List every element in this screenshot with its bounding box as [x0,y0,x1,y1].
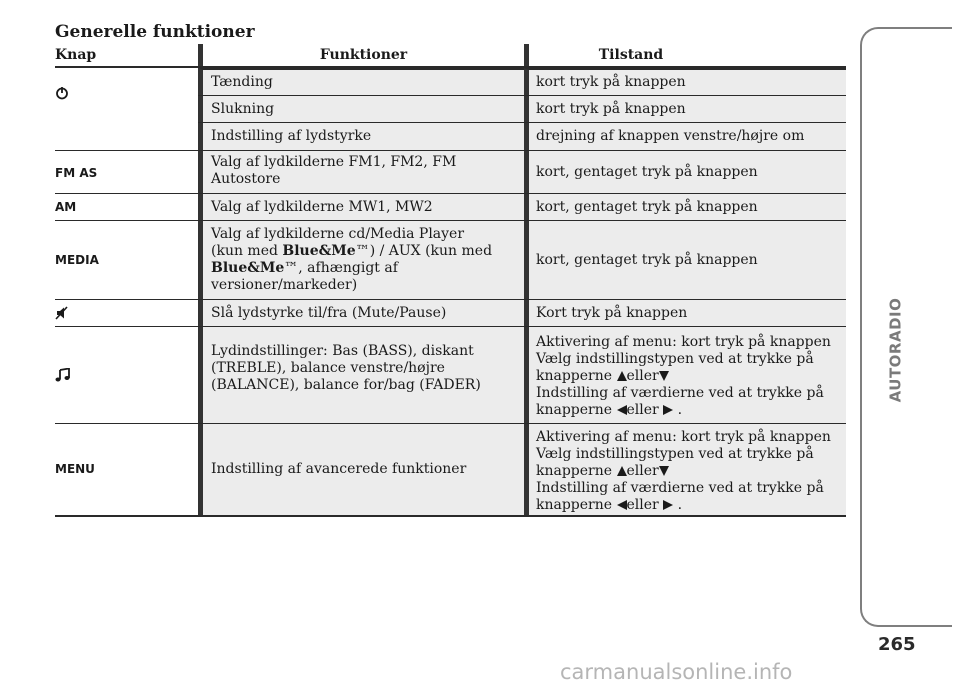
table-row-menu [55,424,846,517]
button-label-media: MEDIA [55,252,99,267]
mode-cell: kort, gentaget tryk på knappen [524,221,846,299]
function-cell: Tænding [198,68,524,95]
down-arrow-icon [659,466,669,476]
page-number: 265 [878,634,916,655]
mode-line: Vælg indstillingstypen ved at trykke på [536,446,814,462]
table-header-row [55,44,846,68]
right-arrow-icon [663,405,673,415]
up-arrow-icon [617,466,627,476]
mode-line: knapperne eller . [536,402,683,418]
button-label-fmas: FM AS [55,166,98,180]
mode-line: Aktivering af menu: kort tryk på knappen [536,334,831,350]
left-arrow-icon [617,405,627,415]
mode-line: knapperne eller [536,368,839,385]
function-cell: Indstilling af avancerede funktioner [198,424,524,515]
mute-button-cell [55,300,198,326]
mute-icon [55,306,68,320]
function-cell: Valg af lydkilderne FM1, FM2, FM Autostore [198,151,524,193]
table-row [198,123,846,150]
header-funktioner: Funktioner [198,44,524,66]
function-cell: Lydindstillinger: Bas (BASS), diskant (TREBLE), balance venstre/højre (BALANCE), balance for/bag (FADER) [198,327,524,423]
table-row-media [55,221,846,300]
mode-cell: Kort tryk på knappen [524,300,846,326]
table-row-fmas [55,151,846,194]
mode-cell [524,424,846,515]
mode-line: Vælg indstillingstypen ved at trykke på [536,351,814,367]
media-function-part-c: ™, afhængigt af versioner/markeder) [211,260,398,293]
header-knap: Knap [55,46,97,63]
mode-cell: kort, gentaget tryk på knappen [524,151,846,193]
power-button-cell [55,68,198,150]
mode-line: knapperne eller . [536,497,683,513]
audio-button-cell [55,327,198,423]
button-label-am: AM [55,199,77,214]
function-cell: Slå lydstyrke til/fra (Mute/Pause) [198,300,524,326]
table-row-mute [55,300,846,327]
mode-line: Indstilling af værdierne ved at trykke på [536,385,824,401]
media-brand-1: Blue&Me [282,243,356,259]
function-cell: Indstilling af lydstyrke [198,123,524,150]
media-brand-2: Blue&Me [211,260,285,276]
watermark: carmanualsonline.info [560,660,793,684]
table-row-am [55,194,846,221]
table-row-audio [55,327,846,424]
mode-cell: kort, gentaget tryk på knappen [524,194,846,220]
mode-line: Indstilling af værdierne ved at trykke på [536,480,824,496]
mode-line: Aktivering af menu: kort tryk på knappen [536,429,831,445]
power-group [55,68,846,151]
table-row [198,96,846,123]
function-cell: Valg af lydkilderne MW1, MW2 [198,194,524,220]
mode-cell: kort tryk på knappen [524,68,846,95]
function-cell [198,221,524,299]
music-note-icon [55,368,71,382]
media-function-part-a: Valg af lydkilderne cd/Media Player (kun med [211,226,465,259]
media-function-part-b: ™) / AUX (kun med [355,243,493,259]
up-arrow-icon [617,371,627,381]
table-row [198,68,846,96]
down-arrow-icon [659,371,669,381]
power-icon [55,86,69,100]
functions-table [55,44,846,517]
mode-cell: drejning af knappen venstre/højre om [524,123,846,150]
button-label-menu: MENU [55,462,95,476]
mode-cell [524,327,846,423]
chapter-label: AUTORADIO [886,297,905,403]
right-arrow-icon [663,500,673,510]
left-arrow-icon [617,500,627,510]
function-cell: Slukning [198,96,524,122]
mode-line: knapperne eller [536,463,839,480]
header-tilstand: Tilstand [524,44,846,66]
section-title: Generelle funktioner [55,22,255,42]
mode-cell: kort tryk på knappen [524,96,846,122]
